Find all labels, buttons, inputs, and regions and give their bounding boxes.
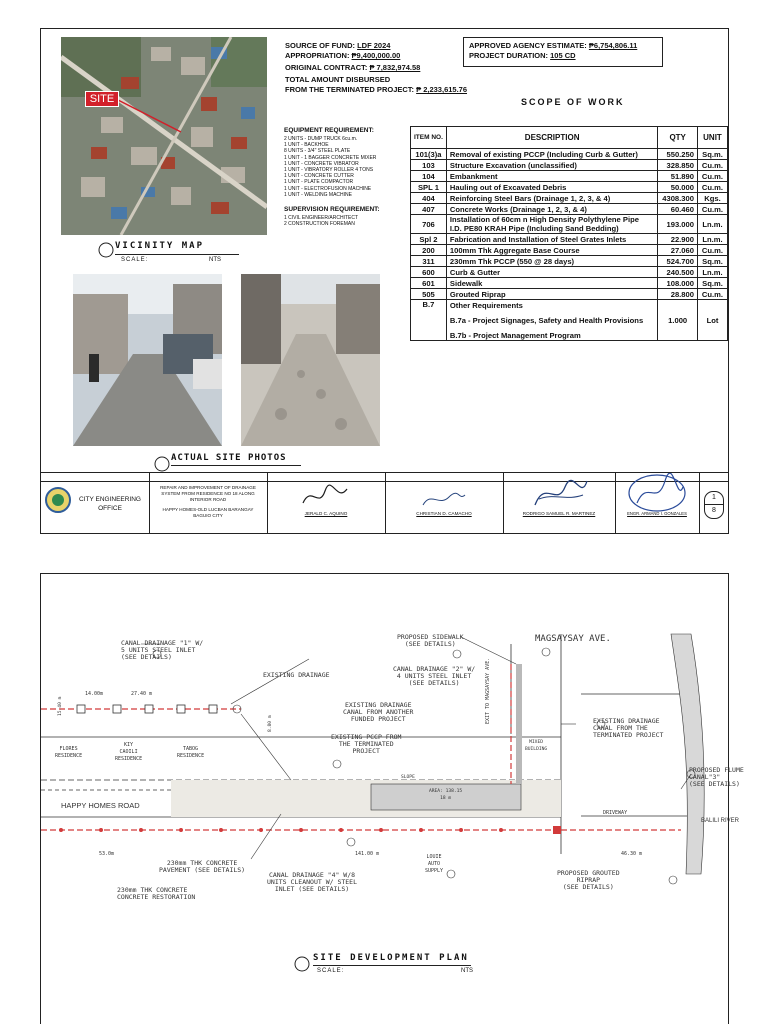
equipment-item: 1 UNIT - BACKHOE xyxy=(284,142,329,149)
label-balili-river: BALILI RIVER xyxy=(701,818,740,824)
scope-cell-item: 200 xyxy=(411,245,447,256)
drawing-sheet-1 xyxy=(40,28,729,534)
site-photo-1 xyxy=(73,274,222,446)
scope-desc-line-1: Installation of 60cm n High Density Polythylene Pipe xyxy=(449,215,639,224)
scope-cell-item: 404 xyxy=(411,193,447,204)
title-underline xyxy=(115,254,239,255)
label-restoration: 230mm THK CONCRETE CONCRETE RESTORATION xyxy=(117,886,196,901)
north-symbol-icon xyxy=(97,241,115,259)
scope-cell-desc: Reinforcing Steel Bars (Drainage 1, 2, 3, & 4) xyxy=(446,193,657,204)
scope-cell-item: 706 xyxy=(411,215,447,234)
appropriation-label: APPROPRIATION: xyxy=(285,51,350,60)
scope-cell-desc: Sidewalk xyxy=(446,278,657,289)
original-contract-value: ₱ 7,832,974.58 xyxy=(369,63,421,72)
plan-scale-label: SCALE: xyxy=(317,968,345,974)
site-photo-2 xyxy=(241,274,380,446)
scope-cell-item: 103 xyxy=(411,160,447,171)
equipment-item: 1 UNIT - CONCRETE VIBRATOR xyxy=(284,160,359,167)
other-unit: Lot xyxy=(697,300,727,341)
dim-46m: 46.30 m xyxy=(621,851,643,857)
equipment-item: 1 UNIT - VIBRATORY ROLLER 4 TONS xyxy=(284,167,374,174)
tb-project-cell xyxy=(149,473,268,534)
dim-27m: 27.40 m xyxy=(131,691,153,697)
other-title: Other Requirements xyxy=(446,300,657,311)
scope-cell-qty: 240.500 xyxy=(658,267,698,278)
scope-cell-qty: 50.000 xyxy=(658,182,698,193)
scope-table-wrap xyxy=(410,126,728,341)
scope-cell-qty: 108.000 xyxy=(658,278,698,289)
supervision-title: SUPERVISION REQUIREMENT: xyxy=(284,206,380,214)
col-qty: QTY xyxy=(658,127,698,149)
label-driveway: DRIVEWAY xyxy=(603,810,628,816)
dim-53m: 53.0m xyxy=(99,851,115,857)
scope-of-work-table xyxy=(410,126,728,341)
label-happy-homes-road: HAPPY HOMES ROAD xyxy=(61,801,140,810)
checked-name: CHRISTIAN D. CAMACHO xyxy=(416,511,472,516)
other-qty: 1.000 xyxy=(658,300,698,341)
scope-row xyxy=(411,160,728,171)
tb-approved-cell xyxy=(615,473,700,534)
scope-cell-unit: Cu.m. xyxy=(697,204,727,215)
label-canal-2: CANAL DRAINAGE "2" W/ 4 UNITS STEEL INLET (SEE DETAILS) xyxy=(393,665,476,687)
duration-value: 105 CD xyxy=(550,51,576,60)
dim-14m: 14.00m xyxy=(85,691,104,697)
project-location: HAPPY HOMES-OLD LUCBAN BARANGAY xyxy=(162,507,254,513)
signature-checked xyxy=(419,487,469,511)
scope-cell-unit: Sq.m. xyxy=(697,256,727,267)
scope-row xyxy=(411,256,728,267)
scope-cell-desc: Concrete Works (Drainage 1, 2, 3, & 4) xyxy=(446,204,657,215)
scope-cell-item: 600 xyxy=(411,267,447,278)
approved-name: ENGR. ARMAND I. GONZALES xyxy=(627,511,687,516)
scope-table-body xyxy=(411,149,728,300)
site-photo-2-image xyxy=(241,274,380,446)
estimate-box xyxy=(463,37,663,67)
title-underline xyxy=(171,465,301,466)
vicinity-map-title: VICINITY MAP xyxy=(115,241,205,251)
tb-sheet-cell xyxy=(699,481,728,534)
photos-title-circle-icon xyxy=(153,455,171,473)
plan-title-circle-icon xyxy=(293,955,311,973)
scope-cell-item: 407 xyxy=(411,204,447,215)
label-existing-drainage: EXISTING DRAINAGE xyxy=(263,671,330,679)
scope-cell-desc: Curb & Gutter xyxy=(446,267,657,278)
other-item: B.7 xyxy=(411,300,447,341)
scope-cell-item: 601 xyxy=(411,278,447,289)
abc-value: ₱6,754,806.11 xyxy=(588,41,638,50)
dim-15m: 15.40 m xyxy=(58,696,63,716)
scope-cell-unit: Sq.m. xyxy=(697,149,727,160)
other-requirements-block xyxy=(411,300,728,341)
source-value: LDF 2024 xyxy=(357,41,391,50)
abc-label: APPROVED AGENCY ESTIMATE: xyxy=(469,41,587,50)
col-description: DESCRIPTION xyxy=(446,127,657,149)
scope-cell-qty: 550.250 xyxy=(658,149,698,160)
scope-cell-unit: Cu.m. xyxy=(697,160,727,171)
scope-cell-unit: Cu.m. xyxy=(697,289,727,300)
scope-title: SCOPE OF WORK xyxy=(521,97,625,107)
scope-cell-item: 311 xyxy=(411,256,447,267)
equipment-list xyxy=(284,136,404,198)
scope-cell-desc: Embankment xyxy=(446,171,657,182)
label-slope: SLOPE xyxy=(401,775,415,780)
scope-cell-qty: 60.460 xyxy=(658,204,698,215)
dim-141m: 141.00 m xyxy=(355,851,380,857)
scope-cell-qty: 4308.300 xyxy=(658,193,698,204)
scope-cell-desc: 230mm Thk PCCP (550 @ 28 days) xyxy=(446,256,657,267)
scope-cell-qty: 524.700 xyxy=(658,256,698,267)
scope-cell-desc: Hauling out of Excavated Debris xyxy=(446,182,657,193)
original-contract-label: ORIGINAL CONTRACT: xyxy=(285,63,368,72)
source-label: SOURCE OF FUND: xyxy=(285,41,355,50)
scope-cell-unit: Kgs. xyxy=(697,193,727,204)
scope-cell-qty: 22.900 xyxy=(658,234,698,245)
label-caoili-residence: KIY CAOILI RESIDENCE xyxy=(115,742,143,762)
appropriation-value: ₱9,400,000.00 xyxy=(351,51,401,60)
project-line-2: SYSTEM FROM RESIDENCE NO 18 ALONG xyxy=(161,490,255,496)
dim-8-8m: 8.80 m xyxy=(268,715,273,732)
label-proposed-sidewalk: PROPOSED SIDEWALK (SEE DETAILS) xyxy=(397,633,464,648)
supervision-list xyxy=(284,215,404,227)
equipment-item: 1 UNIT - PLATE COMPACTOR xyxy=(284,179,354,186)
scope-row xyxy=(411,278,728,289)
scope-cell-unit: Cu.m. xyxy=(697,182,727,193)
title-block xyxy=(41,472,728,534)
label-pavement: 230mm THK CONCRETE PAVEMENT (SEE DETAILS) xyxy=(159,859,246,874)
label-flores-residence: FLORES RESIDENCE xyxy=(55,746,83,759)
site-development-plan-title: SITE DEVELOPMENT PLAN xyxy=(313,953,469,963)
scope-cell-desc: Structure Excavation (unclassified) xyxy=(446,160,657,171)
scope-cell-unit: Cu.m. xyxy=(697,171,727,182)
site-marker-label: SITE xyxy=(85,91,119,107)
scope-cell-item: Spl 2 xyxy=(411,234,447,245)
signature-prepared xyxy=(301,483,351,511)
scope-cell-desc: Removal of existing PCCP (Including Curb & Gutter) xyxy=(446,149,657,160)
project-line-3: INTERIOR ROAD xyxy=(189,496,227,502)
city-seal-icon xyxy=(45,487,71,513)
prepared-name: JERALD C. AQUINO xyxy=(304,511,348,516)
label-canal-4: CANAL DRAINAGE "4" W/8 UNITS CLEANOUT W/ STEEL INLET (SEE DETAILS) xyxy=(267,871,358,893)
disbursed-label-2: FROM THE TERMINATED PROJECT: xyxy=(285,85,415,94)
scope-row xyxy=(411,171,728,182)
scope-row xyxy=(411,182,728,193)
equipment-item: 1 UNIT - CONCRETE CUTTER xyxy=(284,173,354,180)
scope-desc-line-2: I.D. PE80 KRAH Pipe (Including Sand Bedding) xyxy=(449,224,619,233)
office-line-2: OFFICE xyxy=(98,505,122,512)
sheet-number: 1 xyxy=(705,492,723,505)
scope-row xyxy=(411,204,728,215)
label-canal-1: CANAL DRAINAGE "1" W/ 5 UNITS STEEL INLET (SEE DETAILS) xyxy=(121,639,204,661)
label-existing-pccp: EXISTING PCCP FROM THE TERMINATED PROJECT xyxy=(331,733,402,755)
recommended-name: RODRIGO SAMUEL R. MARTINEZ xyxy=(522,511,596,516)
scope-cell-item: 104 xyxy=(411,171,447,182)
col-item: ITEM NO. xyxy=(411,127,447,149)
tb-prepared-cell xyxy=(267,473,386,534)
equipment-section xyxy=(284,127,404,227)
fund-info xyxy=(285,41,467,95)
scope-row xyxy=(411,215,728,234)
label-proposed-flume: PROPOSED FLUME CANAL"3" (SEE DETAILS) xyxy=(689,766,744,788)
project-city: BAGUIO CITY xyxy=(193,513,223,519)
scope-row xyxy=(411,267,728,278)
scope-cell-desc xyxy=(446,215,657,234)
scope-row xyxy=(411,234,728,245)
other-sub-1: B.7a - Project Signages, Safety and Health Provisions xyxy=(446,310,657,330)
scope-row xyxy=(411,289,728,300)
scope-cell-unit: Sq.m. xyxy=(697,278,727,289)
equipment-item: 8 UNITS - 3/4" STEEL PLATE xyxy=(284,148,351,155)
scope-cell-item: SPL 1 xyxy=(411,182,447,193)
scope-row xyxy=(411,193,728,204)
other-sub-2: B.7b - Project Management Program xyxy=(446,330,657,341)
project-line-1: REPAIR AND IMPROVEMENT OF DRAINAGE xyxy=(160,485,256,490)
label-tabog-residence: TABOG RESIDENCE xyxy=(177,746,205,759)
scope-cell-unit: Cu.m. xyxy=(697,245,727,256)
scope-cell-qty: 28.800 xyxy=(658,289,698,300)
tb-recommended-cell xyxy=(503,473,616,534)
label-existing-terminated: EXISTING DRAINAGE CANAL FROM THE TERMINATED PROJECT xyxy=(593,717,664,739)
plan-scale-value: NTS xyxy=(461,968,473,974)
label-louie-auto: LOUIE AUTO SUPPLY xyxy=(425,854,444,874)
scope-cell-unit: Ln.m. xyxy=(697,215,727,234)
duration-label: PROJECT DURATION: xyxy=(469,51,549,60)
label-mixed-building: MIXED BUILDING xyxy=(525,740,548,752)
scope-cell-desc: Grouted Riprap xyxy=(446,289,657,300)
label-grouted-riprap: PROPOSED GROUTED RIPRAP (SEE DETAILS) xyxy=(557,869,620,891)
disbursed-label-1: TOTAL AMOUNT DISBURSED xyxy=(285,75,391,84)
scope-cell-unit: Ln.m. xyxy=(697,267,727,278)
label-magsaysay: MAGSAYSAY AVE. xyxy=(535,634,611,644)
tb-office-cell xyxy=(41,473,150,534)
disbursed-value: ₱ 2,233,615.76 xyxy=(416,85,468,94)
scope-cell-unit: Ln.m. xyxy=(697,234,727,245)
vicinity-scale-value: NTS xyxy=(209,257,221,263)
scope-cell-item: 101(3)a xyxy=(411,149,447,160)
tb-checked-cell xyxy=(385,473,504,534)
equipment-item: 1 UNIT - 1 BAGGER CONCRETE MIXER xyxy=(284,154,377,161)
sheet-total: 8 xyxy=(712,507,716,514)
signature-approved xyxy=(625,473,689,513)
signature-recommended xyxy=(531,477,591,511)
scope-cell-qty: 193.000 xyxy=(658,215,698,234)
title-underline xyxy=(313,965,471,966)
scope-cell-desc: Fabrication and Installation of Steel Grates Inlets xyxy=(446,234,657,245)
vicinity-map-aerial xyxy=(61,37,267,235)
label-area: AREA: 138.15 18 m xyxy=(429,789,463,801)
equipment-item: 2 UNITS - DUMP TRUCK 6cu.m. xyxy=(284,136,358,142)
scope-cell-desc: 100mm Thk Aggregate Base Course xyxy=(446,245,657,256)
scope-cell-qty: 51.890 xyxy=(658,171,698,182)
office-line-1: CITY ENGINEERING xyxy=(78,496,141,503)
equipment-title: EQUIPMENT REQUIREMENT: xyxy=(284,127,374,134)
col-unit: UNIT xyxy=(697,127,727,149)
supervision-item: 1 CIVIL ENGINEER/ARCHITECT xyxy=(284,215,358,222)
scope-cell-qty: 27.060 xyxy=(658,245,698,256)
scope-row xyxy=(411,149,728,160)
equipment-item: 1 UNIT - WELDING MACHINE xyxy=(284,191,352,198)
supervision-item: 2 CONSTRUCTION FOREMAN xyxy=(284,221,355,228)
label-exit-magsaysay: EXIT TO MAGSAYSAY AVE. xyxy=(485,657,491,724)
vicinity-scale-label: SCALE: xyxy=(121,257,149,263)
drawing-sheet-2 xyxy=(40,573,744,1024)
label-existing-funded: EXISTING DRAINAGE CANAL FROM ANOTHER FUNDED PROJECT xyxy=(343,701,414,723)
scope-cell-qty: 328.850 xyxy=(658,160,698,171)
scope-row xyxy=(411,245,728,256)
site-photos-title: ACTUAL SITE PHOTOS xyxy=(171,453,287,463)
equipment-item: 1 UNIT - ELECTROFUSION MACHINE xyxy=(284,185,372,192)
aerial-texture xyxy=(61,37,267,235)
scope-cell-item: 505 xyxy=(411,289,447,300)
site-photo-1-image xyxy=(73,274,222,446)
